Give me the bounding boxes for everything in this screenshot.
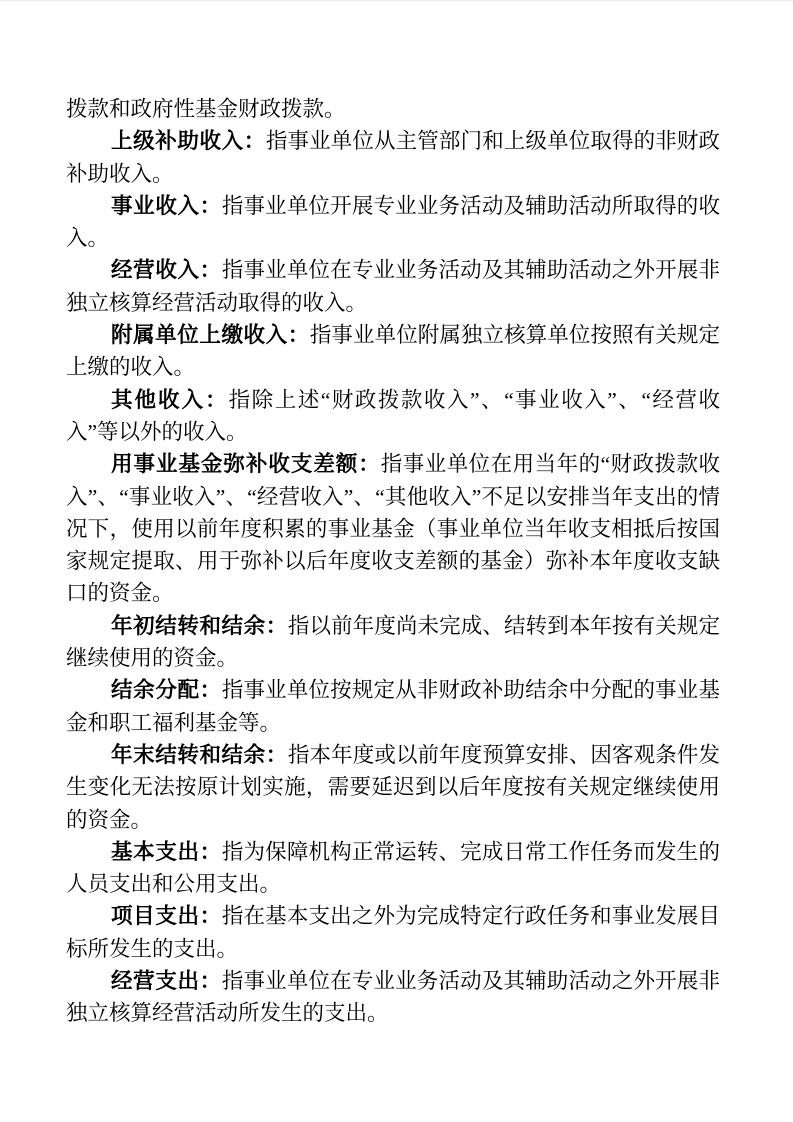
definition-text: 指事业单位在专业业务活动及其辅助活动之外开展非独立核算经营活动取得的收入。 bbox=[66, 258, 720, 315]
paragraph bbox=[66, 384, 720, 449]
term-label: 项目支出： bbox=[111, 904, 222, 929]
definition-text: 指事业单位从主管部门和上级单位取得的非财政补助收入。 bbox=[66, 129, 720, 186]
paragraph bbox=[66, 965, 720, 1030]
term-label: 事业收入： bbox=[111, 193, 222, 218]
definition-text: 指以前年度尚未完成、结转到本年按有关规定继续使用的资金。 bbox=[66, 613, 720, 671]
paragraph bbox=[66, 125, 720, 190]
term-label: 用事业基金弥补收支差额： bbox=[111, 452, 381, 477]
definition-text: 指为保障机构正常运转、完成日常工作任务而发生的人员支出和公用支出。 bbox=[66, 839, 720, 897]
term-label: 年末结转和结余： bbox=[111, 742, 288, 767]
term-label: 其他收入： bbox=[111, 387, 229, 412]
definition-text: 指事业单位开展专业业务活动及辅助活动所取得的收入。 bbox=[66, 193, 720, 251]
definition-text: 指事业单位在用当年的“财政拨款收入”、“事业收入”、“经营收入”、“其他收入”不足以安排当年支出的情况下，使用以前年度积累的事业基金（事业单位当年收支相抵后按国家规定提取、用于弥补以后年度收支差额的基金）弥补本年度收支缺口的资金。 bbox=[66, 452, 720, 606]
term-label: 附属单位上缴收入： bbox=[111, 323, 310, 348]
term-label: 上级补助收入： bbox=[111, 129, 266, 154]
term-label: 经营支出： bbox=[111, 969, 222, 994]
paragraph bbox=[66, 836, 720, 901]
paragraph bbox=[66, 93, 720, 125]
paragraph bbox=[66, 900, 720, 965]
definition-text: 指事业单位在专业业务活动及其辅助活动之外开展非独立核算经营活动所发生的支出。 bbox=[66, 969, 720, 1026]
paragraph bbox=[66, 674, 720, 739]
term-label: 结余分配： bbox=[111, 678, 222, 703]
term-label: 年初结转和结余： bbox=[111, 613, 288, 638]
definition-text: 指事业单位按规定从非财政补助结余中分配的事业基金和职工福利基金等。 bbox=[66, 678, 720, 735]
paragraph bbox=[66, 739, 720, 836]
term-label: 基本支出： bbox=[111, 839, 222, 864]
document-body bbox=[66, 93, 720, 1030]
definition-text: 指在基本支出之外为完成特定行政任务和事业发展目标所发生的支出。 bbox=[66, 904, 720, 961]
definition-text: 指本年度或以前年度预算安排、因客观条件发生变化无法按原计划实施，需要延迟到以后年度按有关规定继续使用的资金。 bbox=[66, 742, 720, 832]
paragraph bbox=[66, 319, 720, 384]
definition-text: 指除上述“财政拨款收入”、“事业收入”、“经营收入”等以外的收入。 bbox=[66, 387, 720, 444]
paragraph bbox=[66, 448, 720, 609]
paragraph bbox=[66, 254, 720, 319]
paragraph bbox=[66, 190, 720, 255]
term-label: 经营收入： bbox=[111, 258, 222, 283]
definition-text: 指事业单位附属独立核算单位按照有关规定上缴的收入。 bbox=[66, 323, 720, 380]
paragraph bbox=[66, 610, 720, 675]
definition-text: 拨款和政府性基金财政拨款。 bbox=[66, 97, 346, 121]
